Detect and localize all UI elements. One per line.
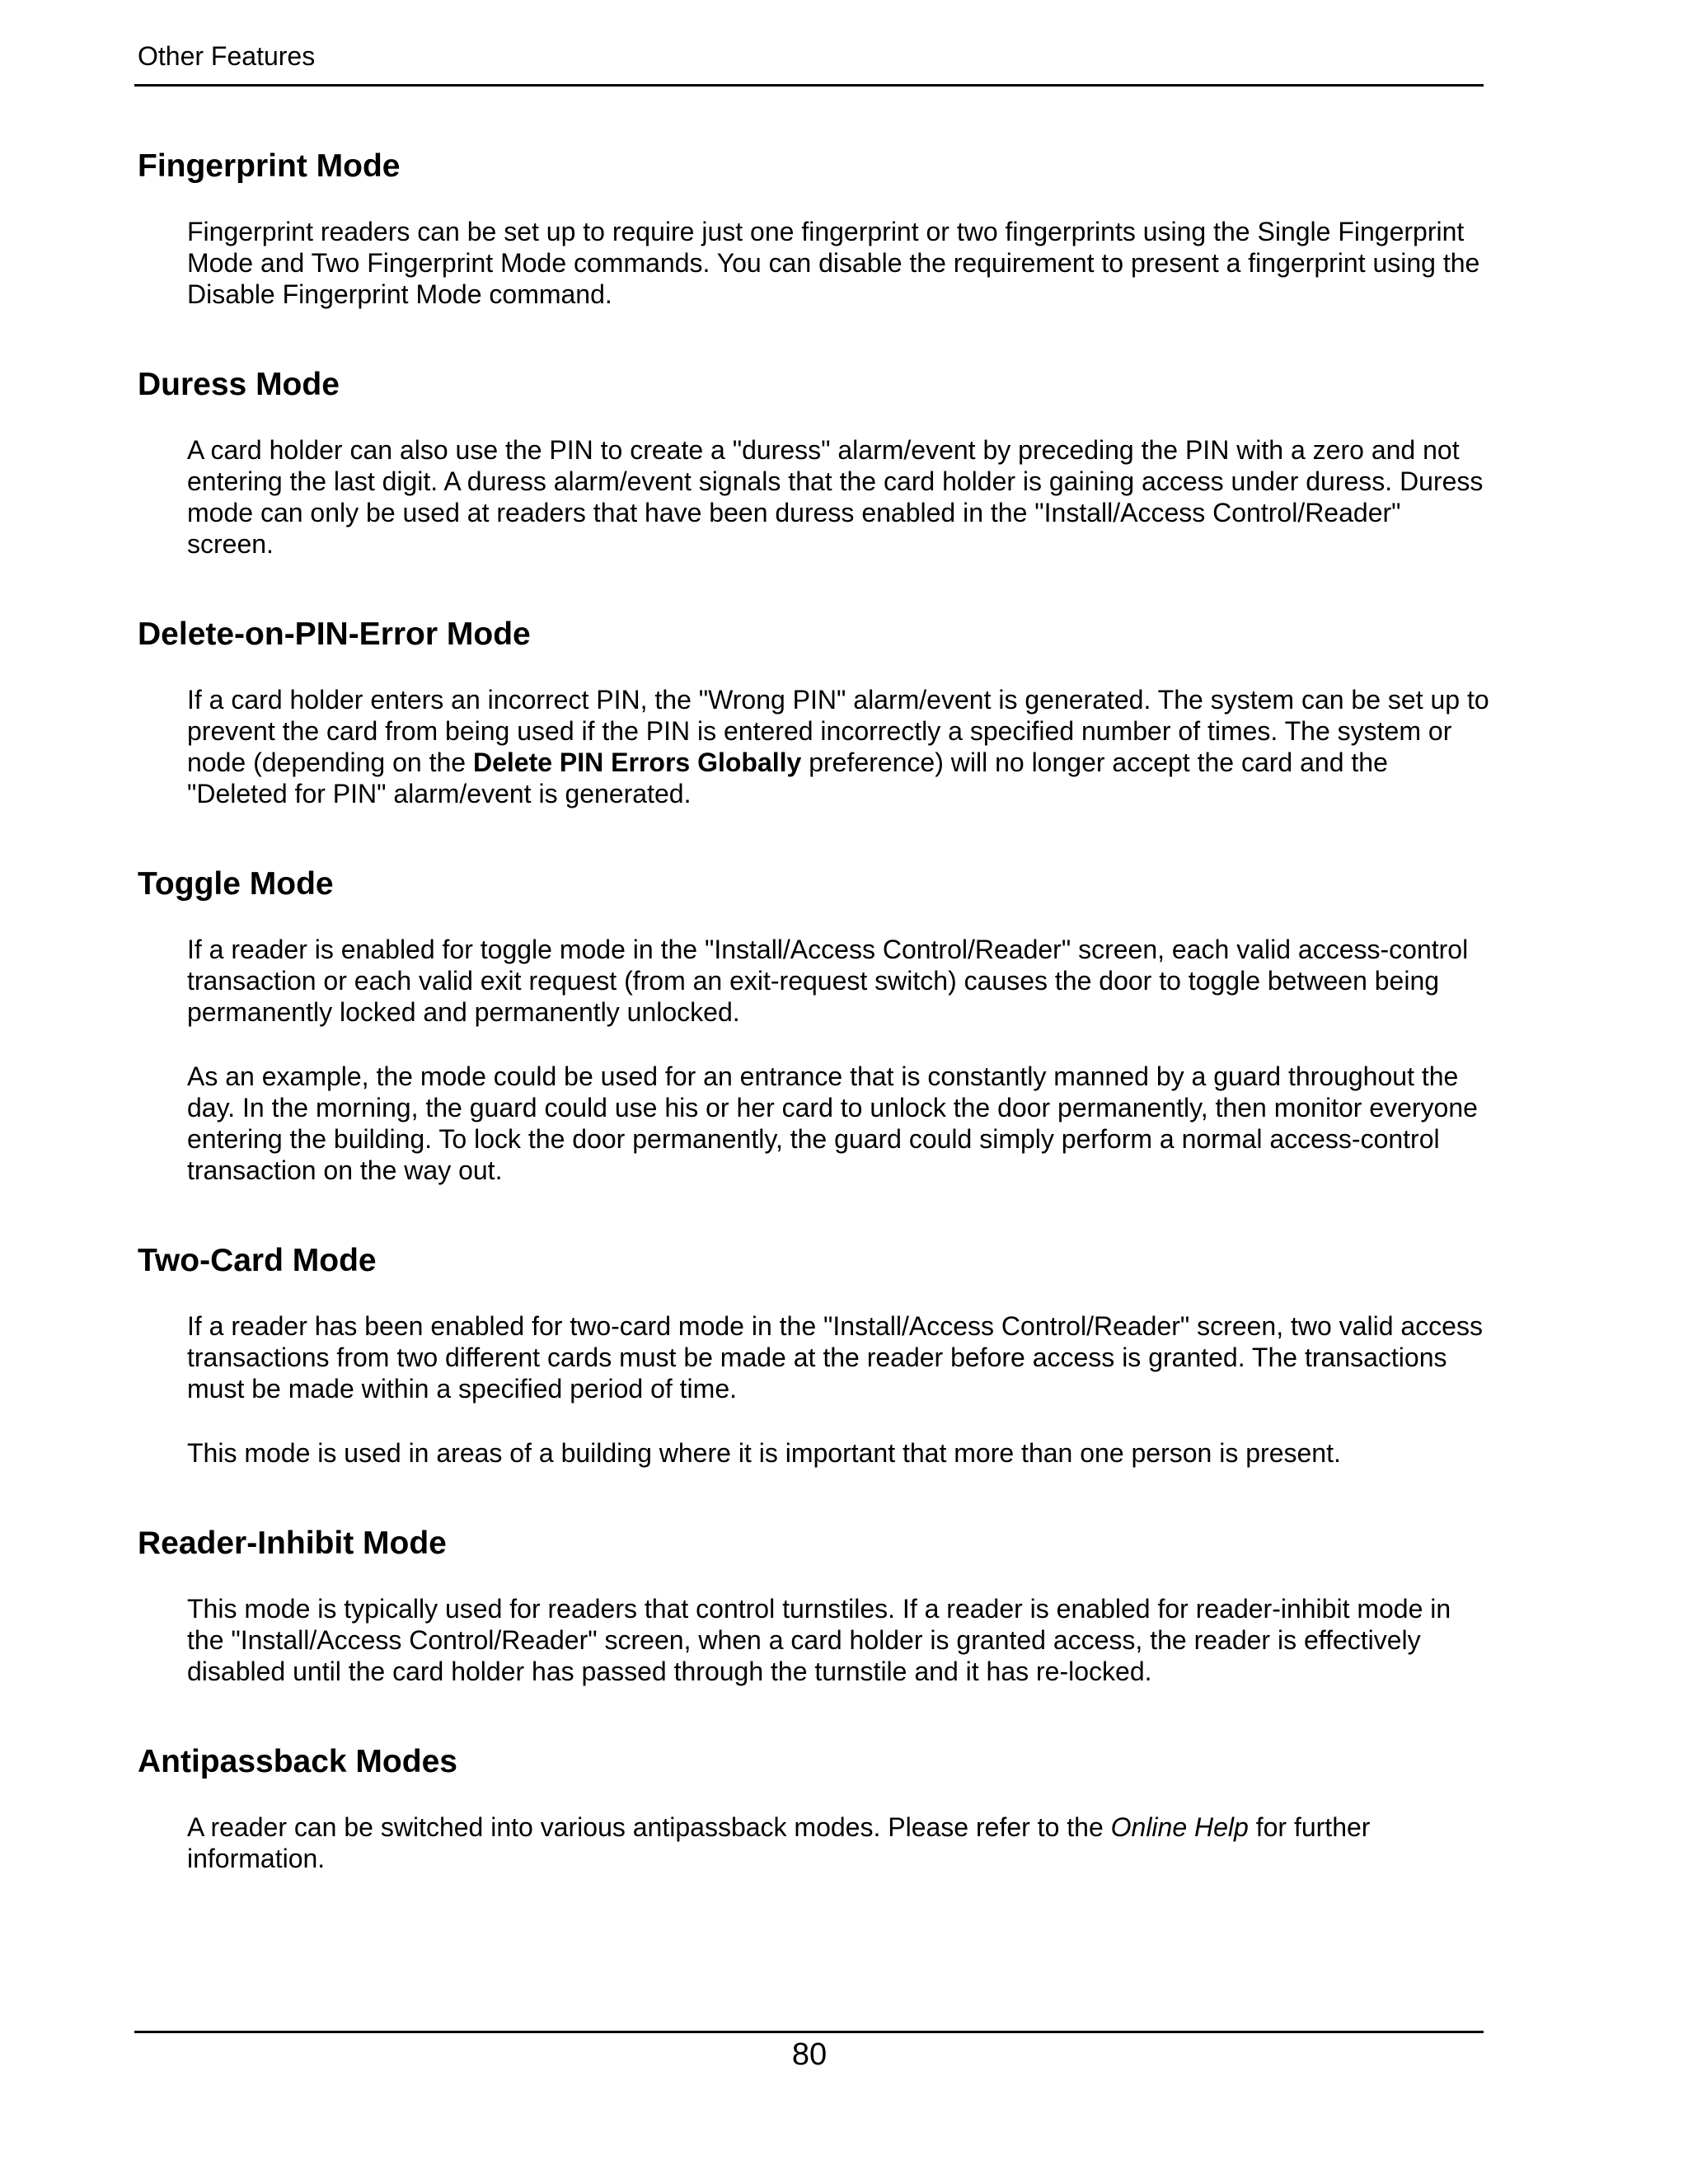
- page-body: [138, 144, 1489, 1927]
- section-heading: Reader-Inhibit Mode: [138, 1526, 447, 1561]
- preference-name: Delete PIN Errors Globally: [472, 748, 802, 777]
- section-paragraph: This mode is used in areas of a building where it is important that more than one person is present.: [187, 1438, 1341, 1468]
- section-reader-inhibit-mode: [138, 1521, 1489, 1687]
- section-paragraph: If a reader is enabled for toggle mode in the "Install/Access Control/Reader" screen, each valid access-control transaction or each valid exit request (from an exit-request switch) causes the door to toggle between being permanently locked and permanently unlocked.: [187, 935, 1469, 1027]
- online-help-reference: Online Help: [1110, 1812, 1249, 1842]
- section-heading: Two-Card Mode: [138, 1243, 377, 1278]
- section-heading: Delete-on-PIN-Error Mode: [138, 616, 531, 652]
- section-paragraph: As an example, the mode could be used for an entrance that is constantly manned by a guard throughout the day. In the morning, the guard could use his or her card to unlock the door permanently, then monitor everyone entering the building. To lock the door permanently, the guard could simply perform a normal access-control transaction on the way out.: [187, 1062, 1478, 1185]
- section-paragraph: This mode is typically used for readers that control turnstiles. If a reader is enabled for reader-inhibit mode in the "Install/Access Control/Reader" screen, when a card holder is granted access, the reader is effectively disabled until the card holder has passed through the turnstile and it has re-locked.: [187, 1594, 1451, 1686]
- page-number: 80: [791, 2037, 828, 2072]
- section-heading: Duress Mode: [138, 367, 340, 402]
- footer-divider: [134, 2031, 1484, 2033]
- header-divider: [134, 84, 1484, 87]
- section-toggle-mode: [138, 862, 1489, 1186]
- section-delete-on-pin-error-mode: [138, 612, 1489, 809]
- section-paragraph: If a reader has been enabled for two-card mode in the "Install/Access Control/Reader" screen, two valid access transactions from two different cards must be made at the reader before access is granted. The transactions must be made within a specified period of time.: [187, 1311, 1483, 1404]
- section-heading: Toggle Mode: [138, 866, 334, 902]
- section-heading: Antipassback Modes: [138, 1744, 457, 1779]
- section-duress-mode: [138, 363, 1489, 560]
- running-header: Other Features: [138, 41, 316, 71]
- section-paragraph: A card holder can also use the PIN to create a "duress" alarm/event by preceding the PIN with a zero and not entering the last digit. A duress alarm/event signals that the card holder is gaining access under duress. Duress mode can only be used at readers that have been duress enabled in the "Install/Access Control/Reader" screen.: [187, 435, 1484, 559]
- section-paragraph: [187, 684, 1489, 809]
- paragraph-text: If a card holder enters an incorrect PIN, the "Wrong PIN" alarm/event is generated. The system can be set up to prevent the card from being used if the PIN is entered incorrectly a specified number of times. The system or node (depending on the: [187, 685, 1489, 777]
- section-paragraph: Fingerprint readers can be set up to require just one fingerprint or two fingerprints using the Single Fingerprint Mode and Two Fingerprint Mode commands. You can disable the requirement to present a fingerprint using the Disable Fingerprint Mode command.: [187, 217, 1480, 309]
- paragraph-text: A reader can be switched into various antipassback modes. Please refer to the: [187, 1812, 1111, 1842]
- section-heading: Fingerprint Mode: [138, 148, 401, 184]
- paragraph-text: preference) will no longer accept the card and the "Deleted for PIN" alarm/event is generated.: [187, 748, 1388, 808]
- section-two-card-mode: [138, 1239, 1489, 1469]
- section-antipassback-modes: [138, 1740, 1489, 1874]
- paragraph-text: for further information.: [187, 1812, 1371, 1873]
- section-paragraph: [187, 1811, 1489, 1874]
- section-fingerprint-mode: [138, 144, 1489, 310]
